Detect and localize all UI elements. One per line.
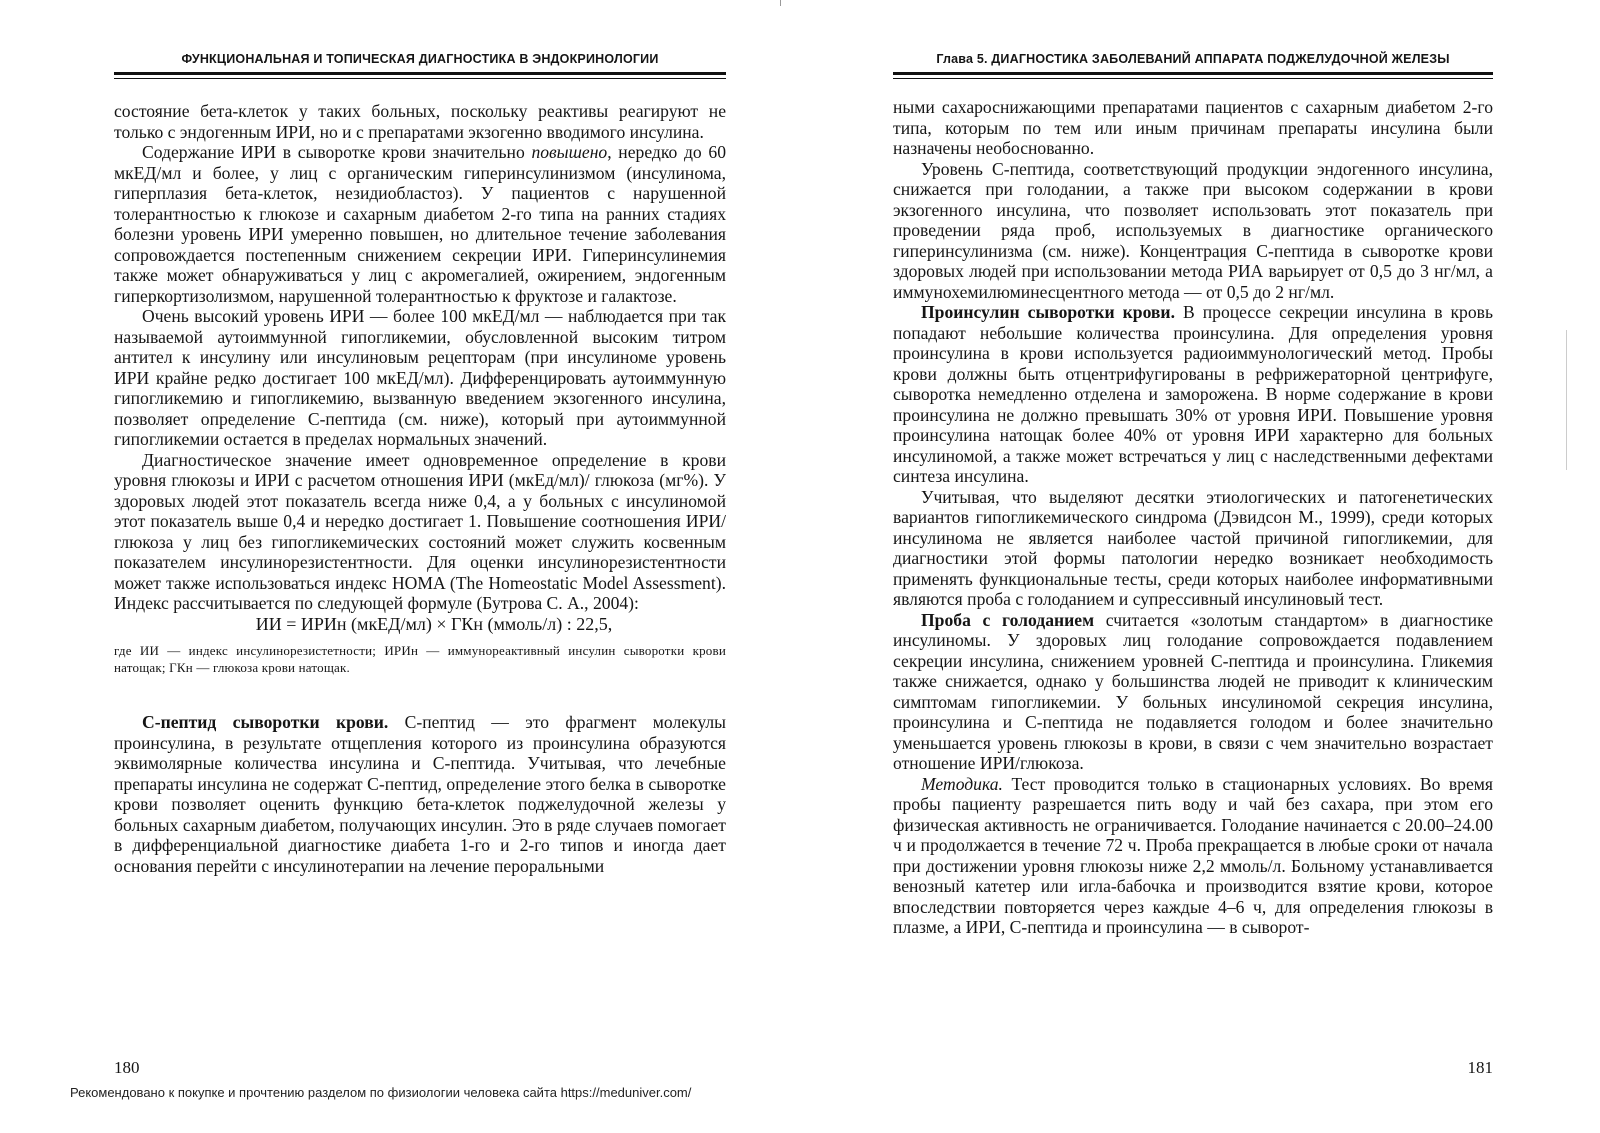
paragraph: Диагностическое значение имеет одновременное определение в крови уровня глюкозы и ИРИ с расчетом отношения ИРИ (мкЕд/мл)/ глюкоза (мг%). У здоровых людей этот показатель всегда ниже 0,4, а у больных с инсулиномой этот показатель выше 0,4 и нередко достигает 1. Повышение соотношения ИРИ/глюкоза у лиц без гипогликемических состояний может служить косвенным показателем инсулинорезистентности. Для оценки инсулинорезистентности может также использоваться индекс HOMA (The Homeostatic Model Assessment). Индекс рассчитывается по следующей формуле (Бутрова С. А., 2004): xyxy=(114,449,726,613)
page-number-right: 181 xyxy=(1467,1058,1493,1077)
header-rule-thin xyxy=(114,78,726,79)
page-number-left: 180 xyxy=(114,1058,140,1077)
header-rule-thick xyxy=(893,72,1493,75)
running-head-left: ФУНКЦИОНАЛЬНАЯ И ТОПИЧЕСКАЯ ДИАГНОСТИКА В ЭНДОКРИНОЛОГИИ xyxy=(181,52,659,66)
paragraph: Уровень С-пептида, соответствующий продукции эндогенного инсулина, снижается при голодании, а также при высоком содержании в крови экзогенного инсулина, что позволяет использовать этот показатель при проведении ряда проб, используемых в диагностике органического гиперинсулинизма (см. ниже). Концентрация С-пептида в сыворотке крови здоровых людей при использовании метода РИА варьирует от 0,5 до 3 нг/мл, а иммунохемилюминесцентного метода — от 0,5 до 2 нг/мл. xyxy=(893,158,1493,302)
header-rule-thin xyxy=(893,78,1493,79)
paragraph: Учитывая, что выделяют десятки этиологических и патогенетических вариантов гипогликемического синдрома (Дэвидсон М., 1999), среди которых инсулинома не является наиболее частой причиной гипогликемии, для диагностики этой формы патологии нередко возникает необходимость применять функциональные тесты, среди которых наиболее информативными являются проба с голоданием и супрессивный инсулиновый тест. xyxy=(893,486,1493,609)
paragraph: Содержание ИРИ в сыворотке крови значительно повышено, нередко до 60 мкЕД/мл и более, у лиц с органическим гиперинсулинизмом (инсулинома, гиперплазия бета-клеток, незидиобластоз). У пациентов с нарушенной толерантностью к глюкозе и сахарным диабетом 2-го типа на ранних стадиях болезни уровень ИРИ умеренно повышен, но длительное течение заболевания сопровождается постепенным снижением секреции ИРИ. Гиперинсулинемия также может обнаруживаться у лиц с акромегалией, ожирением, эндогенным гиперкортизолизмом, нарушенной толерантностью к фруктозе и галактозе. xyxy=(114,142,726,306)
paragraph: Проба с голоданием считается «золотым стандартом» в диагностике инсулиномы. У здоровых лиц голодание сопровождается подавлением секреции инсулина, снижением уровней С-пептида и проинсулина. Гликемия также снижается, однако у большинства людей не приводит к клиническим симптомам гипогликемии. У больных инсулиномой секреция инсулина, проинсулина и С-пептида не подавляется голодом и более значительно уменьшается уровень глюкозы в крови, в связи с чем значительно возрастает отношение ИРИ/глюкоза. xyxy=(893,609,1494,773)
paragraph: С-пептид сыворотки крови. С-пептид — это фрагмент молекулы проинсулина, в результате отщепления которого из проинсулина образуются эквимолярные количества инсулина и С-пептида. Учитывая, что лечебные препараты инсулина не содержат С-пептид, определение этого белка в сыворотке крови позволяет оценить функцию бета-клеток поджелудочной железы у больных сахарным диабетом, получающих инсулин. Это в ряде случаев помогает в дифференциальной диагностике диабета 1-го и 2-го типов и иногда дает основания перейти с инсулинотерапии на лечение пероральными xyxy=(114,712,726,876)
header-rule-thick xyxy=(114,72,726,75)
formula-legend: где ИИ — индекс инсулинорезистетности; ИРИн — иммунореактивный инсулин сыворотки крови натощак; ГКн — глюкоза крови натощак. xyxy=(114,643,726,675)
gutter-mark xyxy=(780,0,781,6)
left-page-body xyxy=(114,101,726,876)
page-edge-mark xyxy=(1566,330,1567,470)
paragraph: Проинсулин сыворотки крови. В процессе секреции инсулина в кровь попадают небольшие количества проинсулина. Для определения уровня проинсулина в крови используется радиоиммунологический метод. Пробы крови должны быть отцентрифугированы в рефрижераторной центрифуге, сыворотка немедленно отделена и заморожена. В норме содержание в крови проинсулина не должно превышать 30% от уровня ИРИ. Повышение уровня проинсулина натощак более 40% от уровня ИРИ характерно для больных инсулиномой, а также может встречаться у лиц с наследственными дефектами синтеза инсулина. xyxy=(893,302,1493,486)
paragraph: ными сахароснижающими препаратами пациентов с сахарным диабетом 2-го типа, которым по тем или иным причинам препараты инсулина были назначены необоснованно. xyxy=(893,97,1493,158)
paragraph: состояние бета-клеток у таких больных, поскольку реактивы реагируют не только с эндогенным ИРИ, но и с препаратами экзогенно вводимого инсулина. xyxy=(114,101,726,142)
paragraph: Очень высокий уровень ИРИ — более 100 мкЕД/мл — наблюдается при так называемой аутоиммунной гипогликемии, обусловленной высоким титром антител к инсулину или инсулиновым рецепторам (при инсулиноме уровень ИРИ крайне редко достигает 100 мкЕД/мл). Дифференцировать аутоиммунную гипогликемию и гипогликемию, вызванную введением экзогенного инсулина, позволяет определение С-пептида (см. ниже), который при аутоиммунной гипогликемии остается в пределах нормальных значений. xyxy=(114,306,726,449)
paragraph: Методика. Тест проводится только в стационарных условиях. Во время пробы пациенту разрешается пить воду и чай без сахара, при этом его физическая активность не ограничивается. Голодание начинается с 20.00–24.00 ч и продолжается в течение 72 ч. Проба прекращается в любые сроки от начала при достижении уровня глюкозы ниже 2,2 ммоль/л. Больному устанавливается венозный катетер или игла-бабочка и производится взятие крови, которое впоследствии повторяется через каждые 4–6 ч, для определения глюкозы в плазме, а ИРИ, С-пептида и проинсулина — в сыворот- xyxy=(893,773,1493,937)
promo-footer-text: Рекомендовано к покупке и прочтению разделом по физиологии человека сайта https://meduniver.com/ xyxy=(70,1085,692,1100)
right-page-body xyxy=(893,97,1493,938)
running-head-right: Глава 5. ДИАГНОСТИКА ЗАБОЛЕВАНИЙ АППАРАТА ПОДЖЕЛУДОЧНОЙ ЖЕЛЕЗЫ xyxy=(936,52,1450,66)
formula: ИИ = ИРИн (мкЕД/мл) × ГКн (ммоль/л) : 22,5, xyxy=(255,613,613,634)
